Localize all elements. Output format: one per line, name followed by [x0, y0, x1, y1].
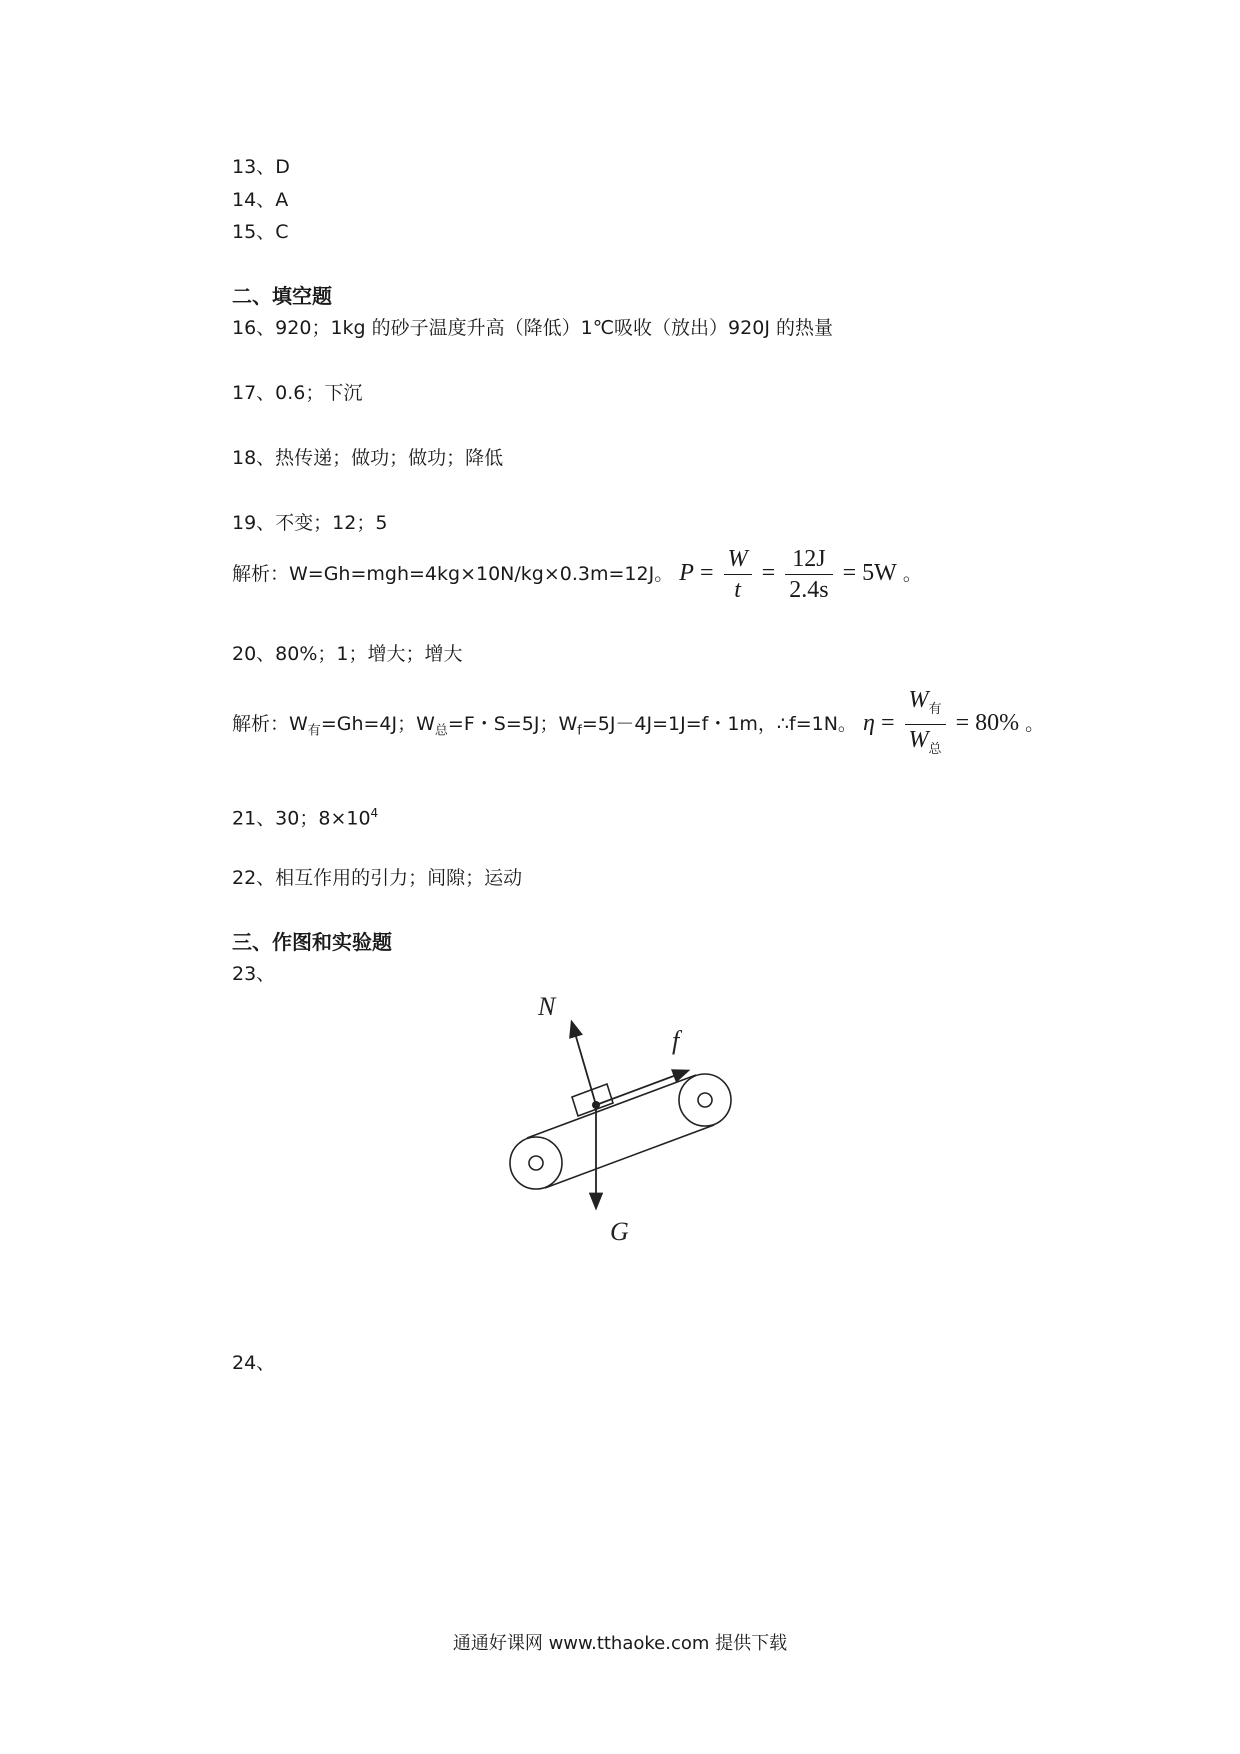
- conveyor-force-diagram: [500, 985, 740, 1245]
- label-N: N: [538, 992, 556, 1021]
- belt-top: [527, 1075, 696, 1138]
- answer-20: 20、80%；1；增大；增大: [232, 643, 463, 665]
- answer-14: 14、A: [232, 189, 289, 211]
- fraction-12j-over-2-4s: $\frac{12J}{2.4s}$: [785, 544, 832, 605]
- left-roller: [510, 1137, 562, 1189]
- answer-19: 19、不变；12；5: [232, 512, 388, 534]
- label-f: f: [672, 1026, 680, 1055]
- right-roller: [679, 1074, 731, 1126]
- answer-17: 17、0.6；下沉: [232, 382, 363, 404]
- answer-16: 16、920；1kg 的砂子温度升高（降低）1℃吸收（放出）920J 的热量: [232, 317, 833, 339]
- section-heading-fill-in: 二、填空题: [232, 284, 332, 308]
- fraction-w-over-t: $\frac{W}{t}$: [724, 544, 752, 605]
- answer-22: 22、相互作用的引力；间隙；运动: [232, 867, 523, 889]
- answer-15: 15、C: [232, 221, 289, 243]
- friction-force-arrow: [596, 1071, 687, 1105]
- answer-24-label: 24、: [232, 1352, 276, 1374]
- conveyor-belt: [510, 1074, 731, 1189]
- analysis-19: 解析：W=Gh=mgh=4kg×10N/kg×0.3m=12J。 P = $\frac{W}{t}$ = $\frac{12J}{2.4s}$ = 5W 。: [232, 546, 922, 603]
- right-roller-axle: [698, 1093, 712, 1107]
- section-heading-drawing-experiment: 三、作图和实验题: [232, 930, 392, 954]
- analysis-20: 解析：$W_有=Gh=4J$；$W_总=F$・S=5J；$W_f=5J-4J=1J=f$・1m，∴f=1N。 η = $\frac{W_有}{W_总}$ = 80% 。: [232, 685, 1044, 764]
- footer-credit: 通通好课网 www.tthaoke.com 提供下载: [452, 1633, 788, 1654]
- label-G: G: [610, 1217, 629, 1245]
- answer-21: 21、30；$8\times 10^4$: [232, 806, 379, 830]
- answer-23-label: 23、: [232, 963, 276, 985]
- answer-18: 18、热传递；做功；做功；降低: [232, 447, 504, 469]
- answer-13: 13、D: [232, 156, 290, 178]
- force-origin-point: [592, 1101, 600, 1109]
- analysis-19-text: 解析：W=Gh=mgh=4kg×10N/kg×0.3m=12J。: [232, 563, 674, 585]
- left-roller-axle: [529, 1156, 543, 1170]
- belt-bottom: [545, 1125, 714, 1188]
- fraction-w-you-over-w-zong: $\frac{W_有}{W_总}$: [905, 685, 946, 764]
